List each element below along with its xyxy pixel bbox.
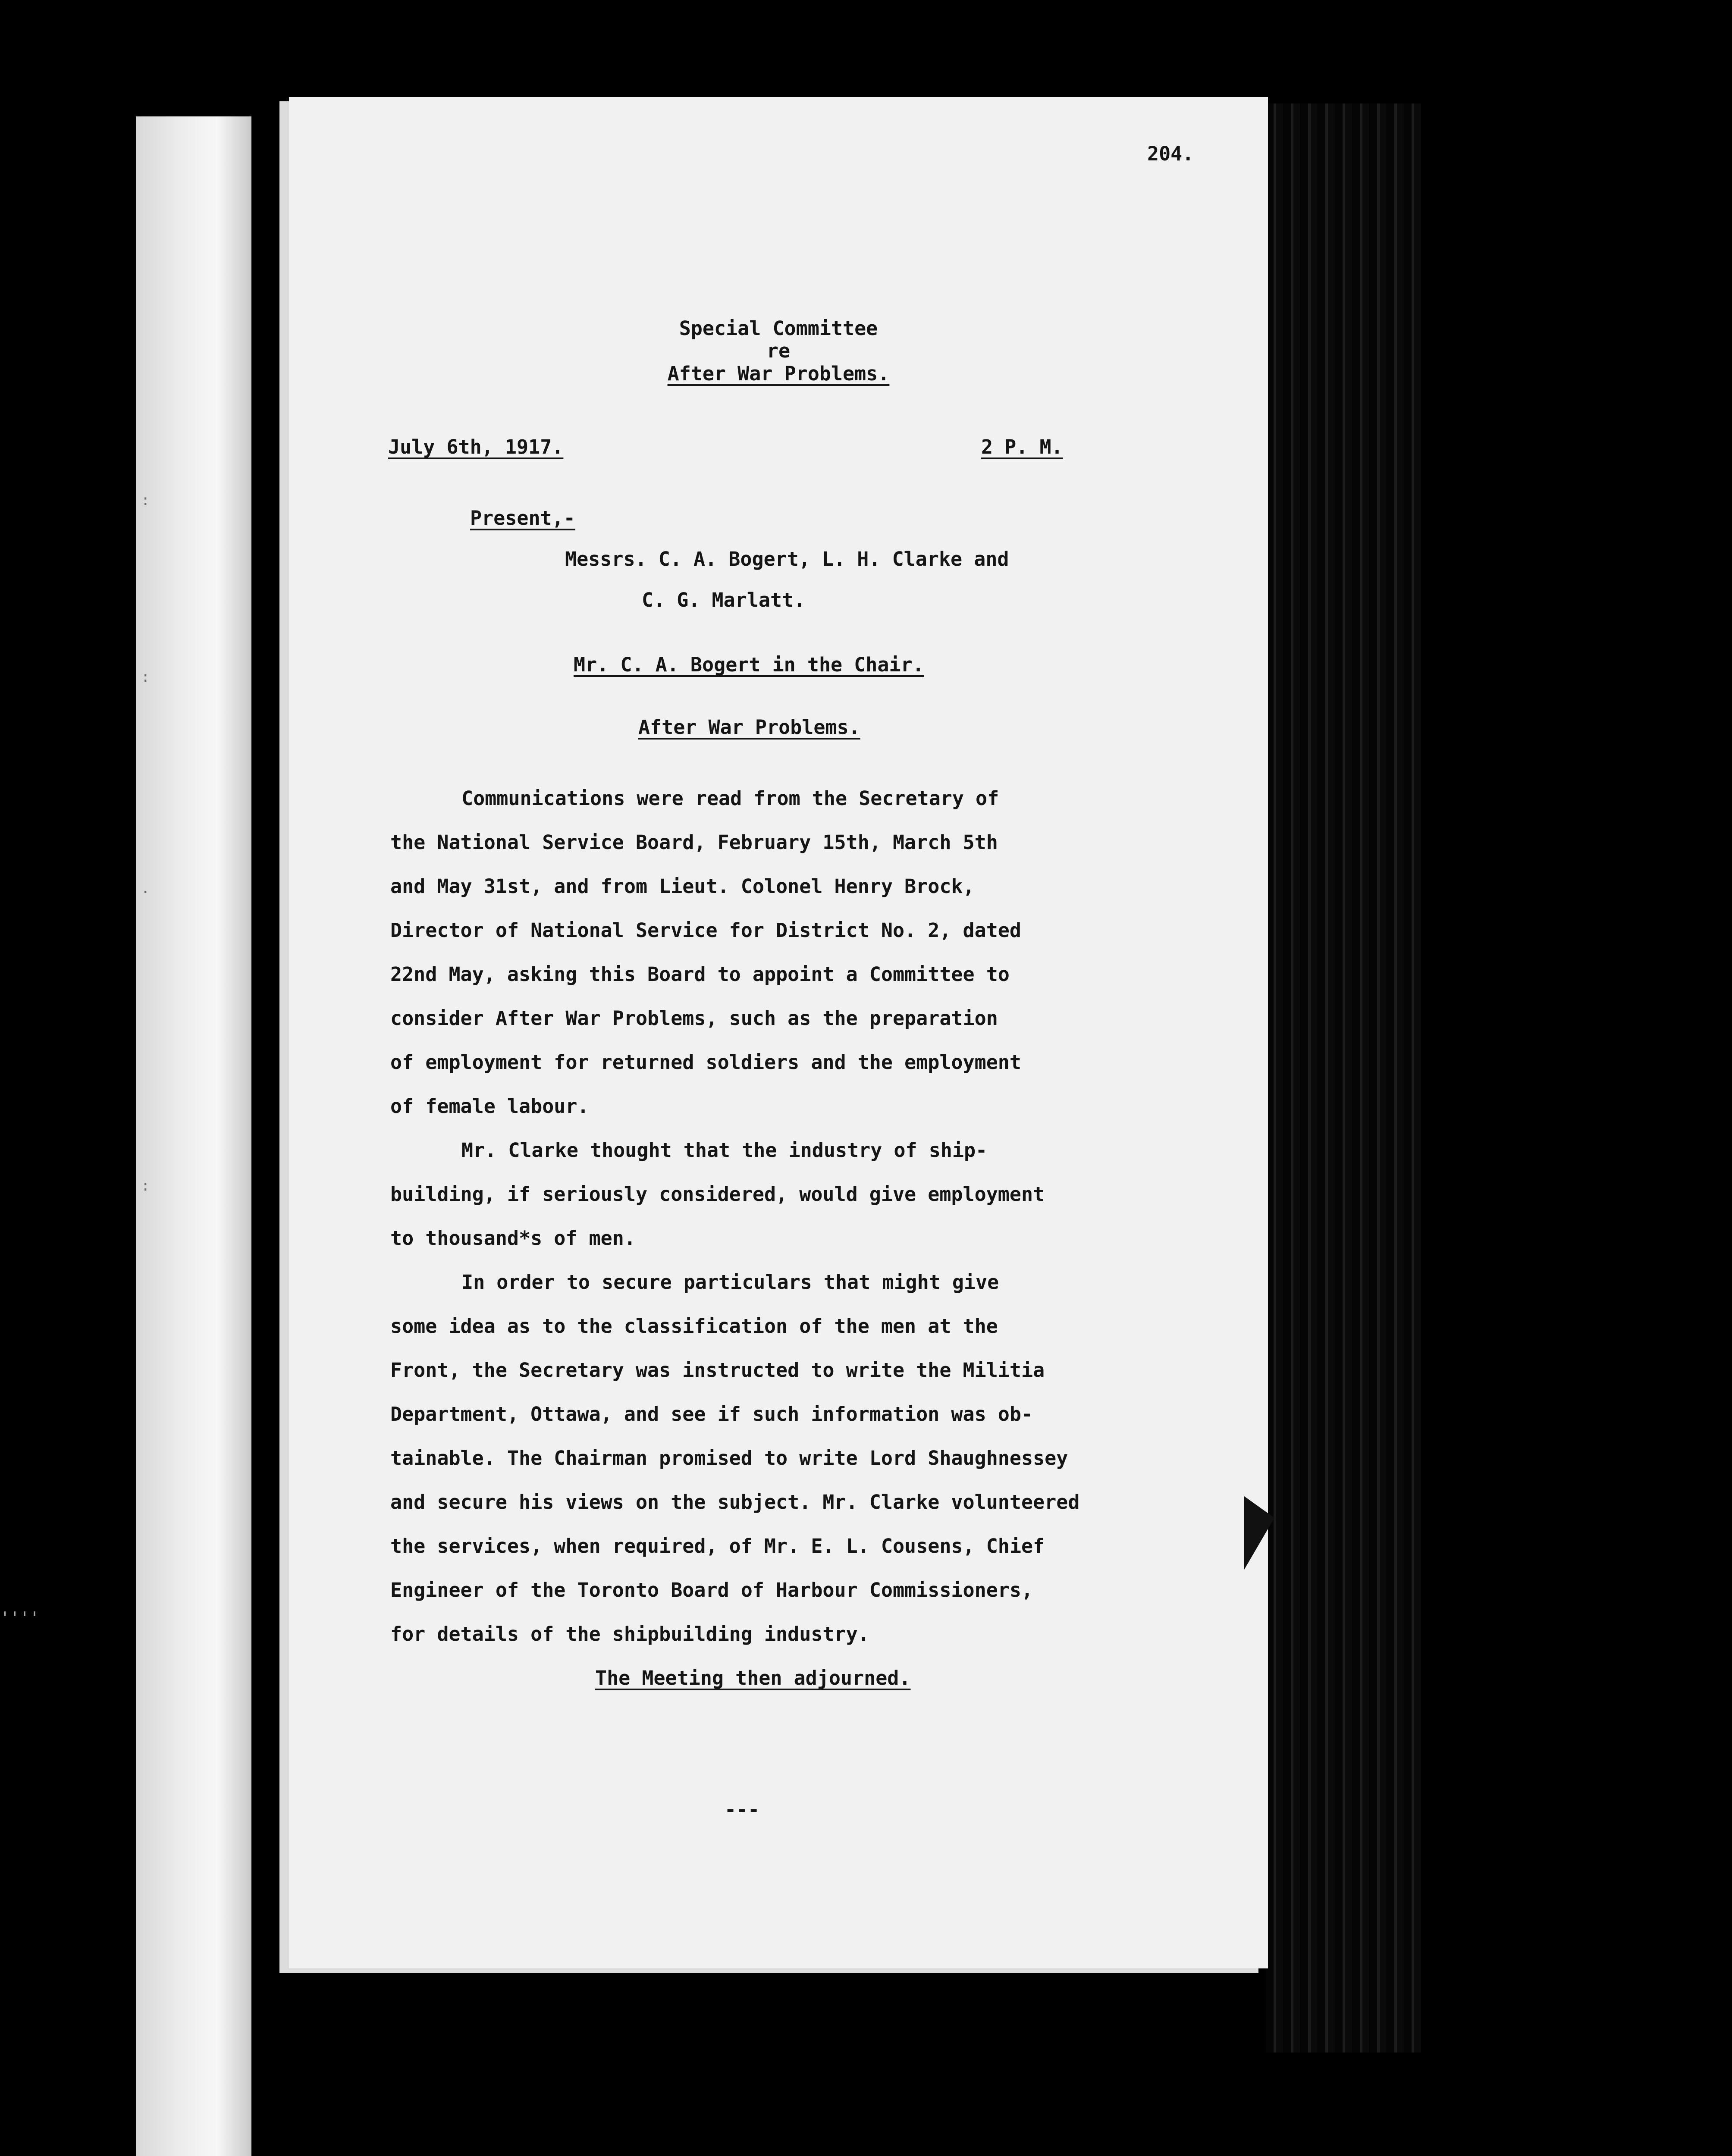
- subheading: After War Problems.: [638, 716, 860, 739]
- heading-line-1: Special Committee: [679, 317, 878, 340]
- page-number: 204.: [1147, 142, 1194, 165]
- present-label: Present,-: [470, 507, 575, 530]
- chair-line: Mr. C. A. Bogert in the Chair.: [574, 653, 924, 676]
- body-line: of female labour.: [390, 1095, 589, 1118]
- scan-mark: '''': [0, 1608, 40, 1627]
- body-line: building, if seriously considered, would give employment: [390, 1183, 1045, 1206]
- body-line: to thousand*s of men.: [390, 1227, 636, 1250]
- body-line: and secure his views on the subject. Mr. Clarke volunteered: [390, 1491, 1080, 1514]
- bleed-mark: :: [141, 1177, 150, 1194]
- body-line: Mr. Clarke thought that the industry of ship-: [461, 1139, 988, 1162]
- heading-line-3: After War Problems.: [667, 362, 890, 385]
- body-line: some idea as to the classification of the men at the: [390, 1315, 998, 1338]
- body-line: Communications were read from the Secretary of: [461, 787, 999, 810]
- body-line: Department, Ottawa, and see if such information was ob-: [390, 1403, 1033, 1426]
- bleed-mark: :: [141, 492, 150, 509]
- book-page-stack: [1266, 103, 1421, 2053]
- body-line: consider After War Problems, such as the preparation: [390, 1007, 998, 1030]
- body-line: for details of the shipbuilding industry.: [390, 1623, 869, 1645]
- bleed-mark: :: [141, 668, 150, 686]
- attendees-line-2: C. G. Marlatt.: [642, 589, 806, 611]
- page-fold: [1244, 1496, 1274, 1570]
- body-line: tainable. The Chairman promised to write Lord Shaughnessey: [390, 1447, 1068, 1470]
- heading-line-2: re: [766, 339, 791, 362]
- body-line: the National Service Board, February 15th, March 5th: [390, 831, 998, 854]
- closing-line: The Meeting then adjourned.: [595, 1667, 911, 1689]
- body-line: the services, when required, of Mr. E. L. Cousens, Chief: [390, 1535, 1045, 1557]
- document-page: [289, 97, 1268, 1968]
- body-line: Director of National Service for District No. 2, dated: [390, 919, 1021, 942]
- meeting-time: 2 P. M.: [981, 436, 1063, 458]
- body-line: Front, the Secretary was instructed to write the Militia: [390, 1359, 1045, 1382]
- body-line: and May 31st, and from Lieut. Colonel Henry Brock,: [390, 875, 975, 898]
- body-line: of employment for returned soldiers and the employment: [390, 1051, 1021, 1074]
- typed-minutes: [289, 97, 1268, 1968]
- body-line: Engineer of the Toronto Board of Harbour Commissioners,: [390, 1579, 1033, 1601]
- adjacent-page-edge: [136, 116, 251, 2156]
- body-line: In order to secure particulars that might give: [461, 1271, 999, 1294]
- attendees-line-1: Messrs. C. A. Bogert, L. H. Clarke and: [565, 548, 1009, 570]
- body-line: 22nd May, asking this Board to appoint a Committee to: [390, 963, 1010, 986]
- meeting-date: July 6th, 1917.: [388, 436, 564, 458]
- end-mark: ---: [725, 1798, 760, 1821]
- bleed-mark: .: [141, 880, 150, 897]
